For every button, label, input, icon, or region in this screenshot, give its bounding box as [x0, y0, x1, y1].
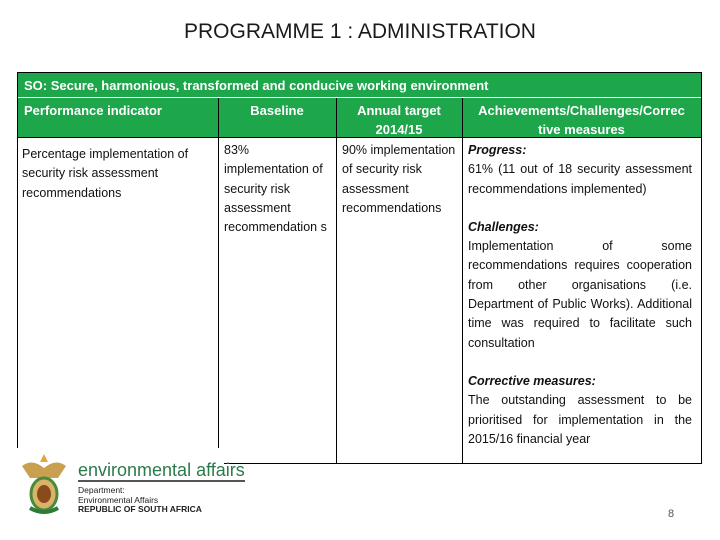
progress-label: Progress:	[468, 143, 527, 157]
header-target	[336, 98, 462, 137]
department-logo	[14, 448, 245, 518]
logo-name: environmental affairs	[78, 460, 245, 480]
logo-line3: REPUBLIC OF SOUTH AFRICA	[78, 504, 202, 514]
logo-line2: Environmental Affairs	[78, 494, 159, 505]
corrective-label: Corrective measures:	[468, 373, 596, 388]
cell-achievements	[468, 137, 692, 463]
header-ach-line1: Achievements/Challenges/Correc	[478, 103, 685, 118]
header-indicator: Performance indicator	[18, 98, 218, 137]
header-ach-line2: tive measures	[538, 122, 625, 137]
challenges-text: Implementation of some recommendations requires cooperation from other organisations (i.e. Department of Public Works). Additional time was required to facilitate such consultation	[468, 239, 692, 350]
header-target-line1: Annual target	[357, 103, 441, 118]
header-target-line2: 2014/15	[375, 122, 423, 137]
corrective-text: The outstanding assessment to be prioritised for implementation in the 2015/16 financial year	[468, 393, 692, 446]
performance-table	[17, 72, 702, 464]
progress-text: 61% (11 out of 18 security assessment recommendations implemented)	[468, 162, 692, 196]
page-title: PROGRAMME 1 : ADMINISTRATION	[184, 20, 536, 43]
challenges-label: Challenges:	[468, 219, 539, 234]
strategic-objective: SO: Secure, harmonious, transformed and conducive working environment	[18, 73, 701, 98]
header-baseline: Baseline	[218, 98, 336, 137]
logo-line1: Department:	[78, 485, 125, 495]
coat-of-arms-icon	[18, 448, 70, 516]
cell-target: 90% implementation of security risk assessment recommendations	[342, 143, 456, 215]
page-number: 8	[668, 508, 675, 520]
cell-baseline: 83% implementation of security risk assessment recommendation s	[224, 143, 327, 235]
cell-indicator: Percentage implementation of security risk assessment recommendations	[22, 147, 189, 200]
header-achievements	[462, 98, 701, 137]
